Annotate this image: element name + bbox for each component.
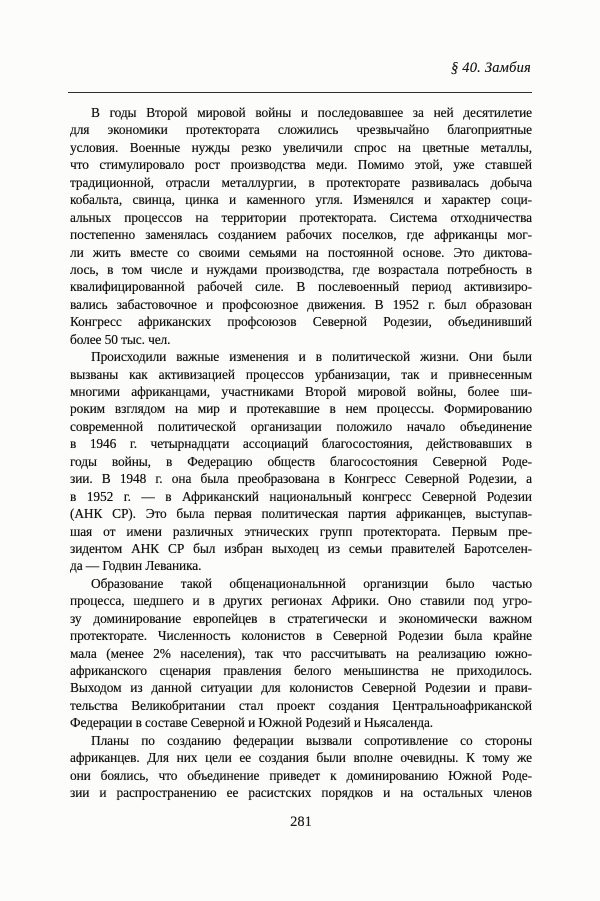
text-line: условия. Военные нужды резко увеличили спрос на цветные металлы, — [70, 139, 532, 155]
text-line: протекторате. Численность колонистов в Северной Родезии была крайне — [70, 628, 532, 644]
paragraph — [70, 732, 532, 802]
text-line: кобальта, свинца, цинка и каменного угля. Изменялся и характер соци- — [70, 192, 532, 208]
text-line: вызваны как активизацией процессов урбанизации, так и привнесенным — [70, 366, 532, 382]
text-line: мала (менее 2% населения), так что рассчитывать на реализацию южно- — [70, 645, 532, 661]
paragraph — [70, 104, 532, 348]
text-line: в 1952 г. — в Африканский национальный конгресс Северной Родезии — [70, 488, 532, 504]
text-line: Федерации в составе Северной и Южной Родезий и Ньясаленда. — [70, 715, 434, 731]
paragraph — [70, 575, 532, 732]
text-line: зии и распространению ее расистских порядков и на остальных членов — [70, 785, 532, 801]
text-line: для экономики протектората сложились чрезвычайно благоприятные — [70, 122, 532, 138]
text-line: Образование такой общенациональнной организции было частью — [91, 575, 532, 591]
text-line: роким взглядом на мир и протекавшие в нем процессы. Формированию — [70, 401, 532, 417]
page-number: 281 — [290, 814, 312, 830]
text-line: Выходом из данной ситуации для колонистов Северной Родезии и прави- — [70, 680, 532, 696]
text-line: квалифицированной рабочей силе. В послевоенный период активизиро- — [70, 279, 532, 295]
text-line: многими африканцами, участниками Второй мировой войны, более ши- — [70, 384, 532, 399]
text-line: шая от имени различных этнических групп протектората. Первым пре- — [70, 523, 532, 539]
text-line: в 1946 г. четырнадцати ассоциаций благосостояния, действовавших в — [70, 436, 532, 452]
text-line: они боялись, что объединение приведет к доминированию Южной Роде- — [70, 767, 532, 783]
page-body — [70, 104, 532, 802]
text-line: современной политической организации положило начало объединение — [70, 418, 532, 434]
header-rule — [68, 92, 532, 93]
text-line: африканцев. Для них цели ее создания были вполне очевидны. К тому же — [70, 750, 532, 766]
text-line: ли жить вместе со своими семьями на постоянной основе. Это диктова- — [70, 244, 532, 260]
text-line: зии. В 1948 г. она была преобразована в Конгресс Северной Родезии, а — [70, 471, 532, 487]
text-line: более 50 тыс. чел. — [70, 331, 171, 347]
paragraph — [70, 348, 532, 575]
text-line: да — Годвин Леваника. — [70, 558, 202, 574]
text-line: зу доминирование европейцев в стратегически и экономически важном — [70, 610, 532, 626]
text-line: традиционной, отрасли металлургии, в протекторате развивалась добыча — [70, 174, 532, 190]
text-line: В годы Второй мировой войны и последовавшее за ней десятилетие — [91, 105, 532, 120]
text-line: постепенно заменялась созданием рабочих поселков, где африканцы мог- — [70, 227, 532, 243]
running-header — [69, 60, 531, 77]
text-line: что стимулировало рост производства меди. Помимо этой, уже ставшей — [70, 157, 532, 173]
text-line: вались забастовочное и профсоюзное движения. В 1952 г. был образован — [70, 296, 532, 312]
text-line: Происходили важные изменения и в политической жизни. Они были — [91, 349, 532, 365]
text-line: лось, в том числе и нуждами производства, где возрастала потребность в — [70, 261, 532, 277]
text-line: зидентом АНК СР был избран выходец из семьи правителей Баротселен- — [70, 540, 532, 556]
text-line: альных процессов на территории протектората. Система отходничества — [70, 209, 532, 225]
text-line: (АНК СР). Это была первая политическая партия африканцев, выступав- — [70, 506, 532, 522]
text-line: Конгресс африканских профсоюзов Северной Родезии, объединивший — [70, 314, 532, 330]
text-line: тельства Великобритании стал проект создания Центральноафриканской — [70, 697, 532, 713]
text-line: африканского сценария правления белого меньшинства не приходилось. — [70, 663, 532, 678]
text-line: Планы по созданию федерации вызвали сопротивление со стороны — [91, 732, 532, 748]
text-line: годы войны, в Федерацию обществ благосостояния Северной Роде- — [70, 453, 532, 469]
section-title: § 40. Замбия — [451, 60, 531, 76]
text-line: процесса, шедшего и в других регионах Африки. Оно ставили под угро- — [70, 593, 532, 609]
